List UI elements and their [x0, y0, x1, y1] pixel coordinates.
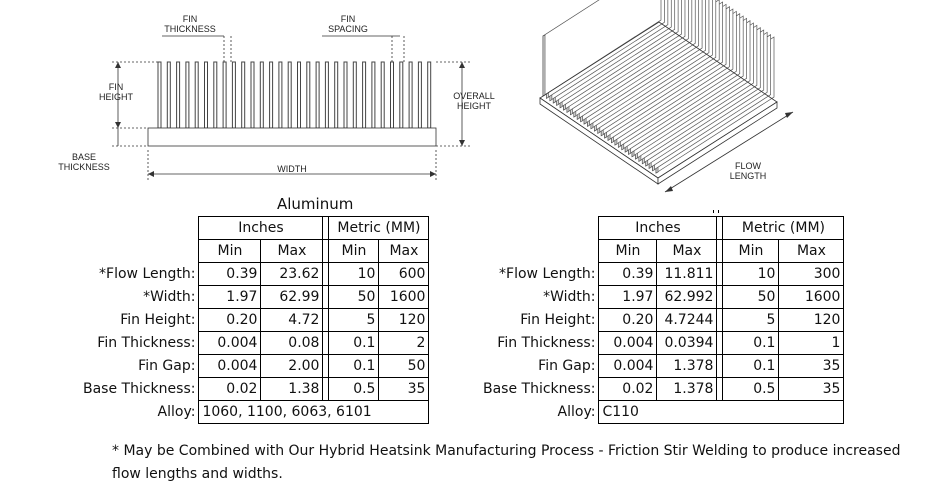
cell-in-max: 4.7244 [657, 309, 717, 332]
alloy-row [480, 401, 844, 424]
cell-in-min: 0.004 [199, 355, 261, 378]
cell-mm-max: 120 [779, 309, 844, 332]
cell-in-max: 1.378 [657, 378, 717, 401]
alloy-value: C110 [599, 401, 844, 424]
alloy-row [80, 401, 429, 424]
table-row [80, 332, 429, 355]
cell-in-max: 23.62 [261, 263, 323, 286]
copper-table-tick [713, 210, 719, 213]
table-row [80, 286, 429, 309]
table-row [480, 332, 844, 355]
cell-mm-max: 35 [779, 378, 844, 401]
cell-mm-max: 35 [779, 355, 844, 378]
cell-mm-min: 0.1 [723, 355, 779, 378]
col-in-max: Max [657, 240, 717, 263]
cell-mm-min: 0.1 [723, 332, 779, 355]
alloy-label: Alloy: [557, 404, 596, 420]
col-in-min: Min [199, 240, 261, 263]
cell-in-max: 4.72 [261, 309, 323, 332]
cell-in-min: 0.20 [199, 309, 261, 332]
base-thickness-label: BASE THICKNESS [58, 152, 110, 172]
metric-header: Metric (MM) [329, 217, 429, 240]
cell-mm-max: 300 [779, 263, 844, 286]
footnote: * May be Combined with Our Hybrid Heatsink Manufacturing Process - Friction Stir Welding to produce increased flow lengths and widths. [112, 443, 901, 482]
row-label: *Width: [543, 289, 596, 305]
copper-spec-table [480, 216, 844, 424]
table-row [80, 309, 429, 332]
cell-mm-min: 10 [723, 263, 779, 286]
table-row [480, 263, 844, 286]
row-label: Fin Gap: [538, 358, 596, 374]
cell-in-max: 0.08 [261, 332, 323, 355]
table-row [80, 263, 429, 286]
row-label: Fin Gap: [138, 358, 196, 374]
row-label: Fin Thickness: [497, 335, 596, 351]
table-header-cols [80, 240, 429, 263]
cell-in-min: 1.97 [199, 286, 261, 309]
table-row [480, 286, 844, 309]
cell-mm-min: 5 [329, 309, 379, 332]
table-header-cols [480, 240, 844, 263]
cell-mm-max: 35 [379, 378, 429, 401]
table-row [80, 378, 429, 401]
cell-mm-min: 0.1 [329, 355, 379, 378]
cell-in-min: 0.004 [599, 332, 657, 355]
iso-fin-edge [543, 35, 545, 96]
row-label: Base Thickness: [483, 381, 596, 397]
cell-in-min: 0.004 [199, 332, 261, 355]
cell-in-min: 0.004 [599, 355, 657, 378]
cell-mm-min: 50 [329, 286, 379, 309]
row-label: Fin Height: [120, 312, 196, 328]
col-in-max: Max [261, 240, 323, 263]
cell-in-min: 0.02 [599, 378, 657, 401]
row-label: *Flow Length: [499, 266, 596, 282]
flow-length-label: FLOW LENGTH [729, 161, 767, 181]
row-label: Fin Height: [520, 312, 596, 328]
row-label: Fin Thickness: [97, 335, 196, 351]
cell-in-max: 62.992 [657, 286, 717, 309]
col-in-min: Min [599, 240, 657, 263]
width-label: WIDTH [277, 164, 307, 174]
cell-mm-max: 600 [379, 263, 429, 286]
overall-height-label: OVERALL HEIGHT [453, 91, 495, 111]
alloy-label: Alloy: [157, 404, 196, 420]
table-row [480, 309, 844, 332]
inches-header: Inches [599, 217, 717, 240]
fin-spacing-label: FIN SPACING [328, 14, 368, 34]
cell-mm-max: 2 [379, 332, 429, 355]
cell-in-min: 0.20 [599, 309, 657, 332]
table-row [480, 378, 844, 401]
cell-in-max: 1.378 [657, 355, 717, 378]
table-row [80, 355, 429, 378]
cell-in-min: 0.02 [199, 378, 261, 401]
cell-mm-max: 50 [379, 355, 429, 378]
cell-mm-min: 50 [723, 286, 779, 309]
cell-mm-min: 10 [329, 263, 379, 286]
table-row [480, 355, 844, 378]
cell-mm-min: 0.5 [723, 378, 779, 401]
col-mm-max: Max [779, 240, 844, 263]
cell-in-min: 0.39 [199, 263, 261, 286]
col-mm-min: Min [723, 240, 779, 263]
fin-thickness-label: FIN THICKNESS [164, 14, 216, 34]
fin-height-label: FIN HEIGHT [98, 82, 133, 102]
cell-mm-min: 5 [723, 309, 779, 332]
alloy-value: 1060, 1100, 6063, 6101 [199, 401, 429, 424]
cell-in-min: 1.97 [599, 286, 657, 309]
inches-header: Inches [199, 217, 323, 240]
cell-mm-max: 1 [779, 332, 844, 355]
table-header-units [480, 217, 844, 240]
metric-header: Metric (MM) [723, 217, 844, 240]
cell-in-max: 62.99 [261, 286, 323, 309]
cell-in-max: 0.0394 [657, 332, 717, 355]
table-header-units [80, 217, 429, 240]
aluminum-spec-table [80, 216, 429, 424]
cell-mm-max: 120 [379, 309, 429, 332]
cell-in-max: 11.811 [657, 263, 717, 286]
cell-mm-max: 1600 [779, 286, 844, 309]
col-mm-max: Max [379, 240, 429, 263]
row-label: *Width: [143, 289, 196, 305]
row-label: Base Thickness: [83, 381, 196, 397]
aluminum-title: Aluminum [277, 195, 354, 213]
cell-in-min: 0.39 [599, 263, 657, 286]
cell-mm-max: 1600 [379, 286, 429, 309]
cell-mm-min: 0.5 [329, 378, 379, 401]
cell-in-max: 1.38 [261, 378, 323, 401]
row-label: *Flow Length: [99, 266, 196, 282]
cell-mm-min: 0.1 [329, 332, 379, 355]
cell-in-max: 2.00 [261, 355, 323, 378]
col-mm-min: Min [329, 240, 379, 263]
